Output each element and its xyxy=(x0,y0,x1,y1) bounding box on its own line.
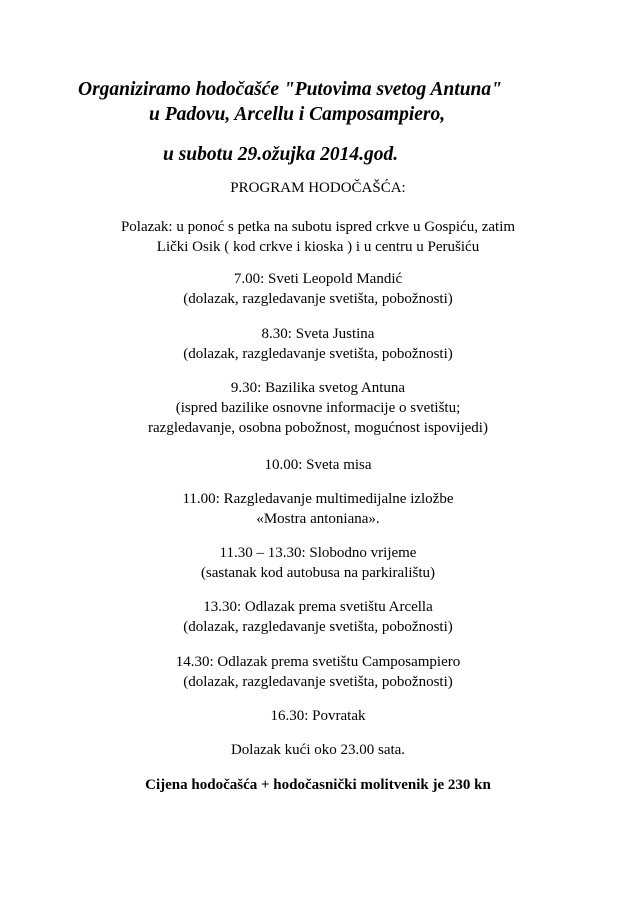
arrival-note xyxy=(0,740,636,760)
arrival-text: Dolazak kući oko 23.00 sata. xyxy=(230,742,406,758)
program-item-details: (ispred bazilike osnovne informacije o svetištu; xyxy=(175,400,461,416)
program-item-time-title: 9.30: Bazilika svetog Antuna xyxy=(230,380,406,396)
program-item xyxy=(0,324,636,364)
program-item xyxy=(0,378,636,438)
price-text: Cijena hodočašća + hodočasnički molitvenik je 230 kn xyxy=(145,777,491,793)
program-item-time-title: 11.30 – 13.30: Slobodno vrijeme xyxy=(219,545,417,561)
program-title-text: PROGRAM HODOČAŠĆA: xyxy=(230,180,406,196)
program-item xyxy=(0,706,636,726)
heading-line-1: Organiziramo hodočašće "Putovima svetog Antuna" xyxy=(78,79,502,100)
program-item xyxy=(0,597,636,637)
program-item-time-title: 10.00: Sveta misa xyxy=(264,457,372,473)
program-item-details: (sastanak kod autobusa na parkiralištu) xyxy=(200,565,436,581)
program-item-details: (dolazak, razgledavanje svetišta, pobožnosti) xyxy=(183,674,453,690)
program-item xyxy=(0,543,636,583)
program-item xyxy=(0,652,636,692)
program-item xyxy=(0,489,636,529)
program-item-time-title: 14.30: Odlazak prema svetištu Camposampiero xyxy=(175,654,461,670)
departure-line-1: Polazak: u ponoć s petka na subotu ispred crkve u Gospiću, zatim xyxy=(120,219,516,235)
program-item-time-title: 7.00: Sveti Leopold Mandić xyxy=(233,271,403,287)
price-note xyxy=(0,775,636,795)
program-item xyxy=(0,455,636,475)
program-title xyxy=(0,178,636,198)
departure-block xyxy=(0,217,636,257)
departure-line-2: Lički Osik ( kod crkve i kioska ) i u centru u Perušiću xyxy=(156,239,480,255)
program-item-details: «Mostra antoniana». xyxy=(256,511,380,527)
program-item-time-title: 8.30: Sveta Justina xyxy=(261,326,375,342)
program-item-time-title: 16.30: Povratak xyxy=(270,708,366,724)
program-item-time-title: 13.30: Odlazak prema svetištu Arcella xyxy=(203,599,433,615)
program-item-details: (dolazak, razgledavanje svetišta, pobožnosti) xyxy=(183,346,453,362)
heading-date: u subotu 29.ožujka 2014.god. xyxy=(163,144,399,165)
program-item-details: (dolazak, razgledavanje svetišta, pobožnosti) xyxy=(183,619,453,635)
program-item-details: razgledavanje, osobna pobožnost, mogućnost ispovijedi) xyxy=(148,420,488,436)
heading-line-2: u Padovu, Arcellu i Camposampiero, xyxy=(149,104,446,125)
program-item-time-title: 11.00: Razgledavanje multimedijalne izložbe xyxy=(182,491,454,507)
program-item-details: (dolazak, razgledavanje svetišta, pobožnosti) xyxy=(183,291,453,307)
program-item xyxy=(0,269,636,309)
